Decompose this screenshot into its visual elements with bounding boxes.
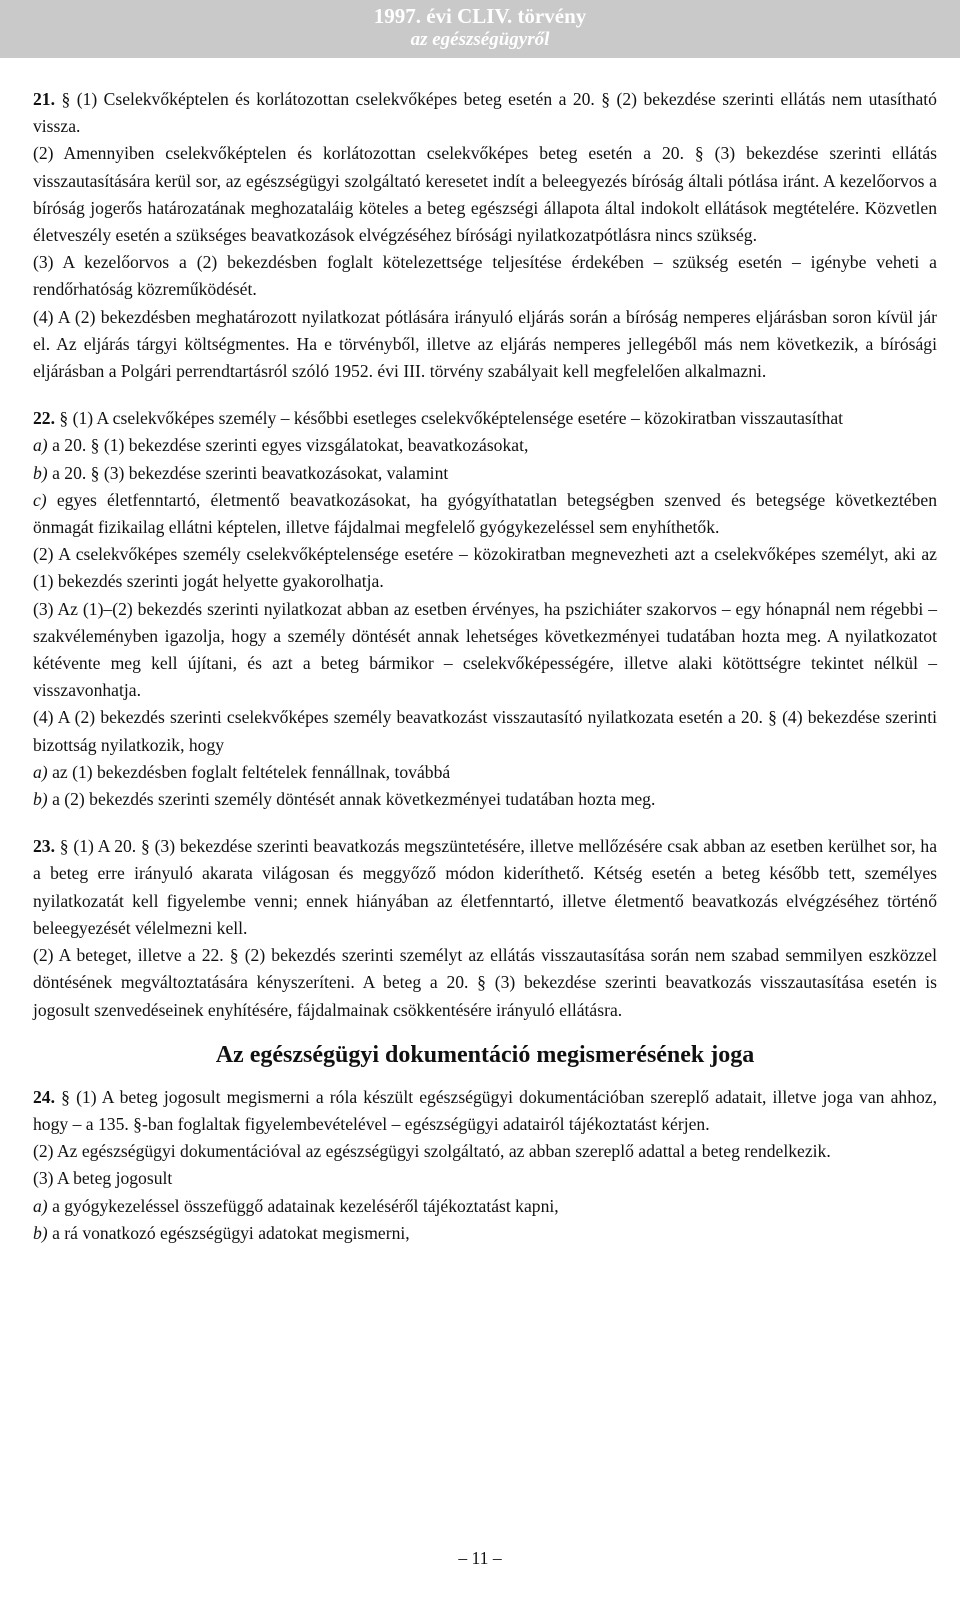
- paragraph-text: § (1) A beteg jogosult megismerni a róla készült egészségügyi dokumentációban szereplő adatait, illetve joga van ahhoz, hogy – a 135. §-ban foglaltak figyelembevételével – egészségügyi adatairól tájékoztatást kérjen.: [33, 1086, 937, 1134]
- list-label: b): [33, 462, 48, 483]
- header-title: 1997. évi CLIV. törvény: [373, 4, 587, 28]
- section-number-23: 23.: [33, 836, 55, 857]
- header-subtitle: az egészségügyről: [410, 29, 550, 50]
- document-body: [33, 86, 937, 1247]
- list-label: a): [33, 761, 48, 782]
- list-label: b): [33, 789, 48, 810]
- list-text: az (1) bekezdésben foglalt feltételek fennállnak, továbbá: [52, 761, 451, 782]
- list-label: a): [33, 435, 48, 456]
- paragraph-21-2: (2) Amennyiben cselekvőképtelen és korlátozottan cselekvőképes beteg esetén a 20. § (3) bekezdése szerinti ellátás visszautasítására kerül sor, az egészségügyi szolgáltató keresetet indít a beleegyezés bíróság általi pótlása iránt. A kezelőorvos a bíróság jogerős határozatának meghozataláig köteles a beteg egészségi állapota által indokolt ellátások megtételére. Közvetlen életveszély esetén a szükséges beavatkozások elvégzéséhez bírósági nyilatkozatpótlásra nincs szükség.: [33, 143, 937, 246]
- list-text: a rá vonatkozó egészségügyi adatokat megismerni,: [52, 1222, 410, 1243]
- list-item-24-a: [33, 1193, 937, 1220]
- list-text: a (2) bekezdés szerinti személy döntését annak következményei tudatában hozta meg.: [52, 789, 656, 810]
- spacer: [33, 813, 937, 833]
- list-text: a gyógykezeléssel összefüggő adatainak kezeléséről tájékoztatást kapni,: [52, 1195, 559, 1216]
- paragraph-23-2: (2) A beteget, illetve a 22. § (2) bekezdés szerinti személyt az ellátás visszautasítása során nem szabad semmilyen eszközzel döntésének megváltoztatására kényszeríteni. A beteg a 20. § (3) bekezdése szerinti beavatkozás visszautasítása esetén is jogosult szenvedéseinek enyhítésére, fájdalmainak csökkentésére irányuló ellátásra.: [33, 945, 937, 1020]
- list-item-24-b: [33, 1220, 937, 1247]
- paragraph-22-4: (4) A (2) bekezdés szerinti cselekvőképes személy beavatkozást visszautasító nyilatkozata esetén a 20. § (4) bekezdése szerinti bizottság nyilatkozik, hogy: [33, 707, 937, 755]
- paragraph-23-1: [33, 833, 937, 942]
- list-item-22-b: [33, 460, 937, 487]
- list-item-22-4a: [33, 759, 937, 786]
- list-label: b): [33, 1222, 48, 1243]
- paragraph-21-4: (4) A (2) bekezdésben meghatározott nyilatkozat pótlására irányuló eljárás során a bíróság nemperes eljárásban soron kívül jár el. Az eljárás tárgyi költségmentes. Ha e törvényből, illetve az eljárás nemperes jellegéből más nem következik, a bírósági eljárásban a Polgári perrendtartásról szóló 1952. évi III. törvény szabályait kell megfelelően alkalmazni.: [33, 306, 937, 382]
- paragraph-text: § (1) A cselekvőképes személy – későbbi esetleges cselekvőképtelensége esetére – közokiratban visszautasíthat: [59, 408, 844, 429]
- list-label: a): [33, 1195, 48, 1216]
- paragraph-24-1: [33, 1084, 937, 1138]
- list-text: a 20. § (3) bekezdése szerinti beavatkozásokat, valamint: [52, 462, 449, 483]
- paragraph-22-2: (2) A cselekvőképes személy cselekvőképtelensége esetére – közokiratban megnevezheti azt a cselekvőképes személyt, aki az (1) bekezdés szerinti jogát helyette gyakorolhatja.: [33, 544, 937, 592]
- paragraph-text: § (1) Cselekvőképtelen és korlátozottan cselekvőképes beteg esetén a 20. § (2) bekezdése szerinti ellátás nem utasítható vissza.: [33, 89, 937, 137]
- paragraph-21-1: [33, 86, 937, 140]
- section-number-22: 22.: [33, 408, 55, 429]
- paragraph-text: § (1) A 20. § (3) bekezdése szerinti beavatkozás megszüntetésére, illetve mellőzésére csak abban az esetben kerülhet sor, ha a beteg erre irányuló akarata világosan és meggyőző módon kideríthető. Kétség esetén a beteg később tett, személyes nyilatkozatát kell figyelembe venni; ennek hiányában az életfenntartó, illetve életmentő beavatkozás elvégzéséhez történő beleegyezését vélelmezni kell.: [33, 836, 938, 938]
- page-header: [0, 0, 960, 58]
- paragraph-21-3: (3) A kezelőorvos a (2) bekezdésben foglalt kötelezettsége teljesítése érdekében – szükség esetén – igénybe veheti a rendőrhatóság közreműködését.: [33, 252, 937, 300]
- list-item-22-a: [33, 432, 937, 459]
- list-label: c): [33, 489, 47, 510]
- list-item-22-c: [33, 487, 937, 541]
- list-text: egyes életfenntartó, életmentő beavatkozásokat, ha gyógyíthatatlan betegségben szenved és betegsége következtében önmagát fizikailag ellátni képtelen, illetve fájdalmai megfelelő gyógykezeléssel sem enyhíthetők.: [33, 489, 937, 538]
- paragraph-22-1: [33, 405, 937, 432]
- page-number: – 11 –: [458, 1548, 502, 1568]
- paragraph-24-2: (2) Az egészségügyi dokumentációval az egészségügyi szolgáltató, az abban szereplő adattal a beteg rendelkezik.: [33, 1141, 831, 1162]
- spacer: [33, 385, 937, 405]
- list-item-22-4b: [33, 786, 937, 813]
- section-number-21: 21.: [33, 89, 55, 109]
- list-text: a 20. § (1) bekezdése szerinti egyes vizsgálatokat, beavatkozásokat,: [52, 435, 529, 456]
- paragraph-24-3: (3) A beteg jogosult: [33, 1168, 173, 1189]
- section-number-24: 24.: [33, 1086, 55, 1107]
- section-heading: Az egészségügyi dokumentáció megismerésének joga: [215, 1041, 755, 1068]
- paragraph-22-3: (3) Az (1)–(2) bekezdés szerinti nyilatkozat abban az esetben érvényes, ha pszichiáter szakorvos – egy hónapnál nem régebbi – szakvéleményben igazolja, hogy a személy döntését annak lehetséges következményei tudatában hozta meg. A nyilatkozatot kétévente meg kell újítani, és azt a beteg bármikor – cselekvőképességére, illetve alaki kötöttségre tekintet nélkül – visszavonhatja.: [33, 598, 937, 701]
